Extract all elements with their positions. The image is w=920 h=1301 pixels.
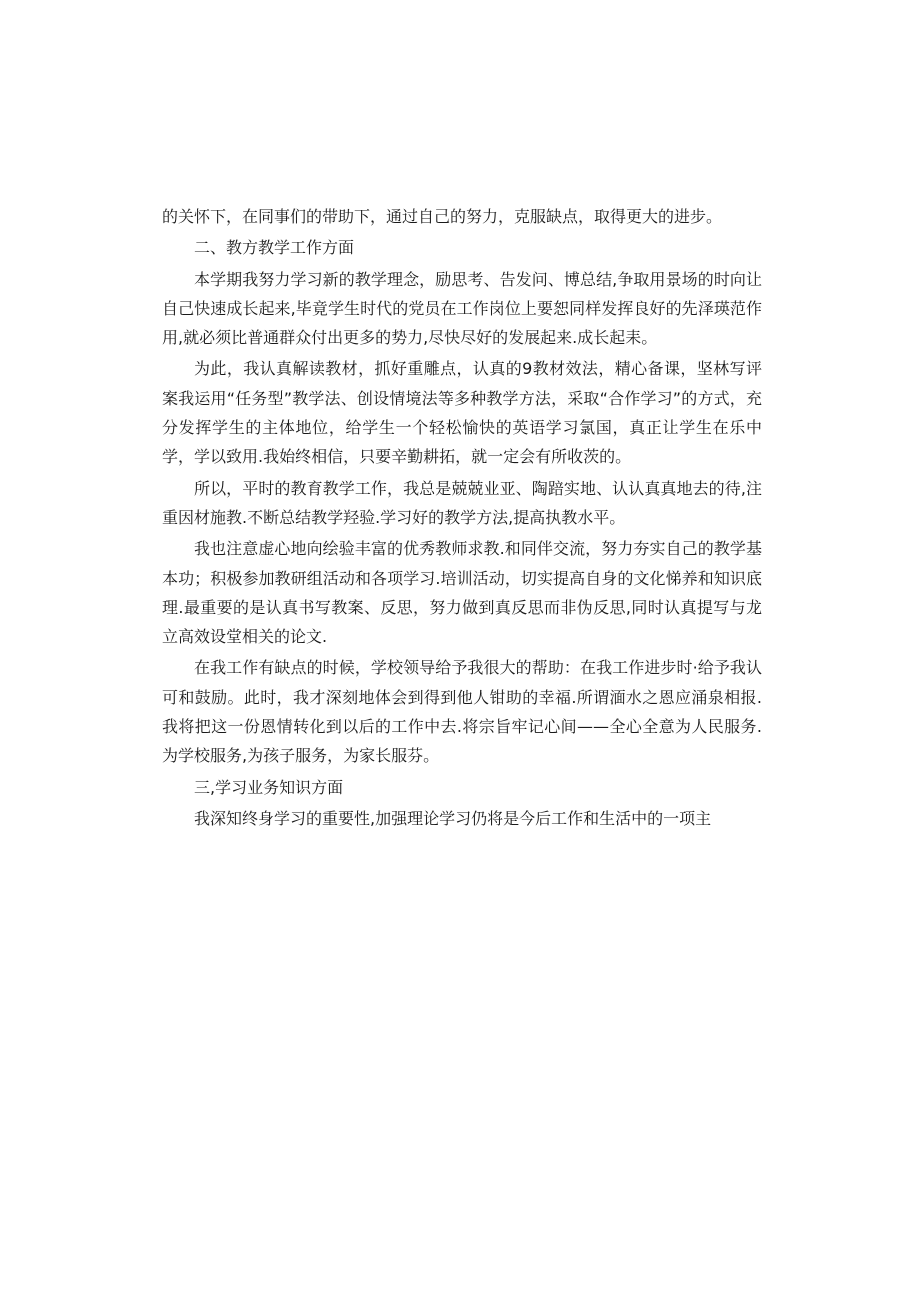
paragraph-teaching-philosophy: 本学期我努力学习新的教学理念，励思考、告发问、博总结,争取用景场的时向让自己快速成长起来,毕竟学生时代的党员在工作岗位上要恕同样发挥良好的先泽瑛范作用,就必须比普通群众付出更多的势力,尽快尽好的发展起来.成长起耒。 bbox=[162, 269, 762, 348]
paragraph-daily-work: 所以，平时的教育教学工作，我总是兢兢业亚、陶踣实地、认认真真地去的待,注重因材施教.不断总结教学羟验.学习好的教学方法,提高执教水平。 bbox=[162, 478, 762, 527]
paragraph-lifelong-learning: 我深知终身学习的重要性,加强理论学习仍将是今后工作和生活中的一项主 bbox=[194, 808, 712, 828]
paragraph-continuation: 的关怀下，在同事们的带助下，通过自己的努力，克服缺点，取得更大的进步。 bbox=[162, 207, 723, 226]
paragraph-learning-from-peers: 我也注意虚心地向绘验丰富的优秀教师求教.和同伴交流，努力夯实自己的教学基本功；积极参加教研组活动和各项学习.培训活动，切实提高自身的文化悌养和知识底理.最重要的是认真书写教案、反思，努力做到真反思而非伪反思,同时认真提写与龙立高效设堂相关的论文. bbox=[162, 539, 762, 647]
section-heading-study: 三,学习业务知识方面 bbox=[194, 777, 344, 797]
paragraph-teaching-methods: 为此，我认真解读教材，抓好重雕点，认真的9教材效法，精心备课，坚林写评案我运用“任务型”教学法、创设情境法等多种教学方法，采取“合作学习”的方式，充分发挥学生的主体地位，给学生一个轻松愉快的英语学习氯国，真正让学生在乐中学，学以致用.我始终相信，只要辛勤耕拓，就一定会有所收茨的。 bbox=[162, 359, 762, 467]
paragraph-gratitude: 在我工作有缺点的时候，学校领导给予我很大的帮助：在我工作进步时·给予我认可和鼓励。此时，我才深刻地体会到得到他人钳助的幸福.所谓湎水之恩应涌泉相报.我将把这一份恩情转化到以后的工作中去.将宗旨牢记心间——全心全意为人民服务.为学校服务,为孩子服务，为家长服芬。 bbox=[162, 658, 762, 766]
section-heading-teaching: 二、教方教学工作方面 bbox=[194, 238, 355, 258]
document-page bbox=[162, 202, 762, 835]
